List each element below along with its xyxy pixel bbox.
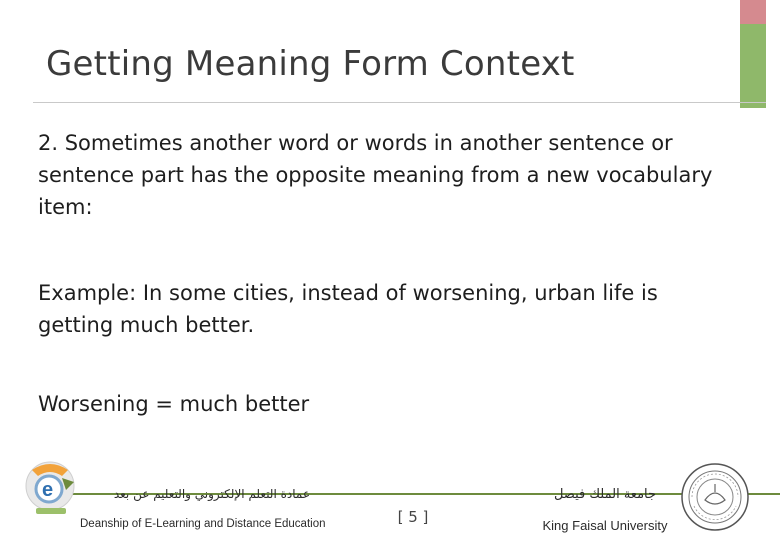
deanship-english: Deanship of E-Learning and Distance Education: [80, 518, 326, 530]
paragraph-equation: Worsening = much better: [38, 392, 310, 416]
university-seal-icon: [680, 462, 750, 532]
university-english: King Faisal University: [542, 518, 668, 533]
accent-bar-pink: [740, 0, 766, 24]
accent-bar-green: [740, 24, 766, 108]
paragraph-example: Example: In some cities, instead of worsening, urban life is getting much better.: [38, 281, 658, 337]
university-arabic: جامعة الملك فيصل: [553, 487, 657, 502]
page-number: [ 5 ]: [397, 508, 429, 526]
title-divider: [33, 102, 766, 103]
slide-title: Getting Meaning Form Context: [46, 44, 575, 84]
paragraph-definition: 2. Sometimes another word or words in another sentence or sentence part has the opposite meaning from a new vocabulary item:: [38, 131, 713, 219]
deanship-arabic: عمادة التعلم الإلكتروني والتعليم عن بعد: [113, 487, 310, 501]
e-learning-logo-icon: [22, 456, 78, 520]
svg-text:e: e: [42, 479, 54, 501]
